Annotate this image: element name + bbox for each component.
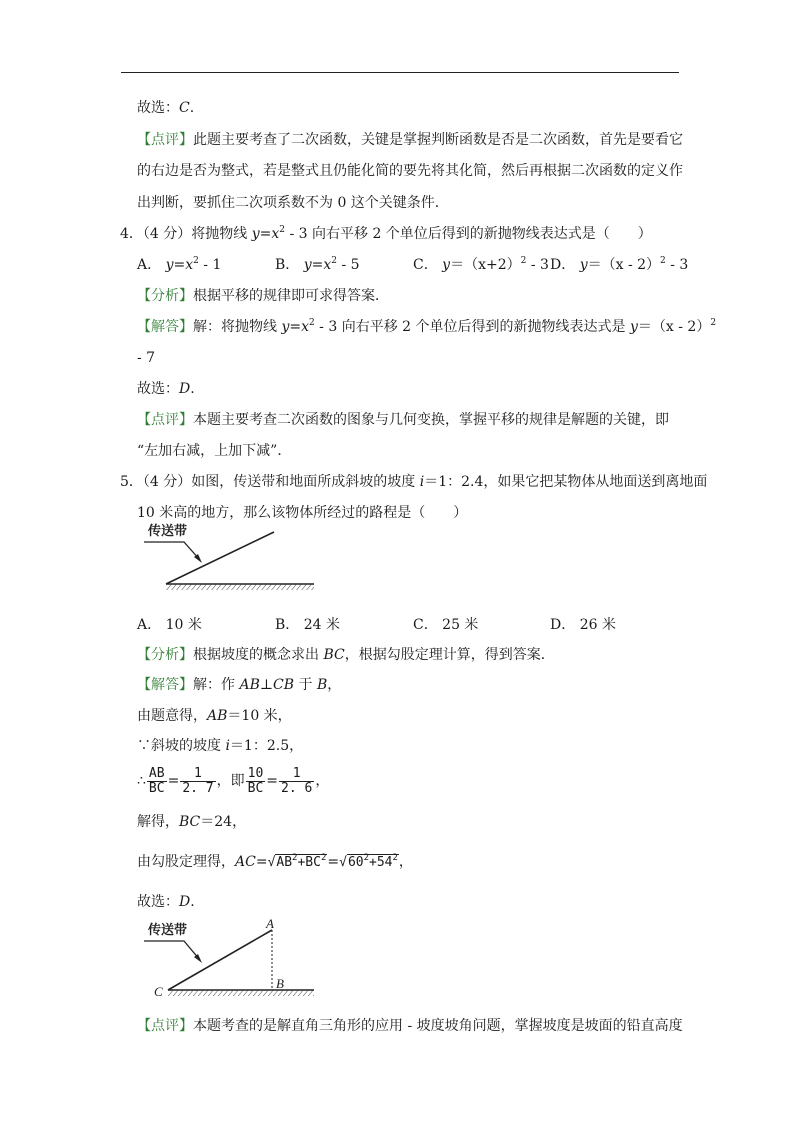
option-text: ＝（x - 2） xyxy=(587,257,661,273)
numerator: AB xyxy=(148,765,165,781)
q5-option-b xyxy=(275,615,340,635)
exponent: 2 xyxy=(710,318,717,328)
radicand xyxy=(347,854,399,870)
exponent: 2 xyxy=(309,318,315,328)
exponent: 2 xyxy=(331,256,338,266)
var-i: i xyxy=(419,474,425,490)
jieda-tag: 【解答】 xyxy=(137,319,193,335)
dianping-text: 此题主要考查了二次函数，关键是掌握判断函数是否是二次函数，首先是要看它 xyxy=(193,132,683,148)
q4-option-d xyxy=(550,255,688,275)
conveyor-belt-ac xyxy=(168,930,272,990)
solution-text: 由勾股定理得， xyxy=(137,854,235,870)
fenxi-text: 根据坡度的概念求出 xyxy=(193,647,324,663)
option-letter: D． xyxy=(550,257,576,273)
fraction-1-2-6 xyxy=(279,767,314,796)
question-number: 5． xyxy=(120,474,143,490)
q4-fenxi xyxy=(137,286,389,306)
denominator: 2. 7 xyxy=(182,780,214,796)
option-letter: C． xyxy=(413,257,438,273)
denominator: BC xyxy=(247,780,264,796)
q4-dianping-l1 xyxy=(137,410,669,430)
equals: = xyxy=(327,854,340,870)
jieda-text: 解：将抛物线 xyxy=(193,319,282,335)
ground-hatch xyxy=(166,584,314,590)
term: 60 xyxy=(347,855,364,870)
q4-dianping-l2: “左加右减，上加下减”． xyxy=(137,443,292,459)
fenxi-text: 根据平移的规律即可求得答案． xyxy=(193,288,389,304)
option-letter: A． xyxy=(137,617,162,633)
solution-text: 由题意得， xyxy=(137,708,207,724)
func: y=x xyxy=(281,319,309,335)
exponent: 2 xyxy=(660,256,666,266)
option-letter: A． xyxy=(137,257,162,273)
exponent: 2 xyxy=(320,853,327,863)
stem-text: 将抛物线 xyxy=(191,226,252,242)
equals: = xyxy=(255,854,268,870)
q5-stem-l2: 10 米高的地方，那么该物体所经过的路程是（ ） xyxy=(137,505,468,521)
sqrt-ab-bc: $√AB^2+BC^2$ xyxy=(267,853,327,870)
numerator: 10 xyxy=(247,765,264,781)
c-prev-dianping-l3: 出判断，要抓住二次项系数不为 0 这个关键条件． xyxy=(137,195,449,211)
conveyor-belt xyxy=(166,532,274,584)
fenxi-tag: 【分析】 xyxy=(137,288,193,304)
option-text: 10 米 xyxy=(165,617,202,633)
q5-answer-line: 故选：D. xyxy=(137,894,195,910)
because-symbol: ∵ xyxy=(137,738,151,754)
q4-answer-line: 故选：D. xyxy=(137,381,195,397)
stem-text: - 3 向右平移 2 个单位后得到的新抛物线表达式是（ ） xyxy=(285,226,652,242)
answer: C xyxy=(179,100,190,116)
option-func: y xyxy=(442,257,451,273)
q4-jieda-cont: - 7 xyxy=(137,350,156,366)
term: +BC xyxy=(297,855,321,870)
dianping-tag: 【点评】 xyxy=(137,412,193,428)
conveyor-figure-1 xyxy=(140,520,320,594)
solution-text: ， xyxy=(398,854,413,870)
fraction-10-bc xyxy=(246,767,266,796)
q5-line4 xyxy=(137,766,329,796)
option-text: 25 米 xyxy=(442,617,479,633)
fenxi-text: ，根据勾股定理计算，得到答案． xyxy=(344,647,555,663)
conveyor-figure-2 xyxy=(140,916,320,1002)
jieda-text: 解：作 xyxy=(193,677,240,693)
option-text: - 5 xyxy=(337,257,360,273)
choice-label: 故选： xyxy=(137,381,179,397)
point-b-label: B xyxy=(276,976,284,991)
pointer-arrow xyxy=(144,542,200,560)
jieda-text: - 3 向右平移 2 个单位后得到的新抛物线表达式是 xyxy=(314,319,630,335)
answer: D xyxy=(179,381,191,397)
header-rule xyxy=(121,72,679,73)
numerator: 1 xyxy=(292,765,301,781)
arrow-head-icon xyxy=(194,954,202,963)
q5-option-d xyxy=(550,615,616,635)
stem-text: ＝1：2.4，如果它把某物体从地面送到离地面 xyxy=(424,474,708,490)
exponent: 2 xyxy=(279,225,286,235)
var-bc: BC xyxy=(179,814,201,830)
solution-text: ＝10 米， xyxy=(227,708,292,724)
exponent: 2 xyxy=(363,853,370,863)
var-i: i xyxy=(225,738,230,754)
stem-text: 如图，传送带和地面所成斜坡的坡度 xyxy=(191,474,420,490)
func: y=x xyxy=(251,226,280,242)
dianping-text: 本题主要考查二次函数的图象与几何变换，掌握平移的规律是解题的关键，即 xyxy=(193,412,669,428)
q4-option-c xyxy=(413,255,549,275)
therefore-symbol: ∴ xyxy=(137,773,146,789)
option-func: y=x xyxy=(303,257,332,273)
q5-line5 xyxy=(137,812,246,832)
var-ab: AB xyxy=(239,677,260,693)
option-letter: D． xyxy=(550,617,576,633)
jieda-tag: 【解答】 xyxy=(137,677,193,693)
answer: D xyxy=(179,894,191,910)
equals: = xyxy=(167,773,180,789)
fraction-1-2-7 xyxy=(180,767,215,796)
option-func: y xyxy=(579,257,588,273)
jieda-text: ＝（x - 2） xyxy=(637,319,711,335)
option-text: ＝（x+2） xyxy=(450,257,521,273)
solution-text: ＝1：2.5， xyxy=(229,738,304,754)
question-score: （4 分） xyxy=(142,226,192,242)
q4-stem xyxy=(120,224,652,244)
choice-label: 故选： xyxy=(137,894,179,910)
exponent: 2 xyxy=(292,853,298,863)
jieda-text: 于 xyxy=(294,677,317,693)
fig2-label: 传送带 xyxy=(148,922,188,937)
sqrt-60-54: $√60^2+54^2$ xyxy=(339,853,398,870)
q5-option-a xyxy=(137,615,202,635)
fenxi-tag: 【分析】 xyxy=(137,647,193,663)
equals: = xyxy=(266,773,279,789)
solution-text: 解得， xyxy=(137,814,179,830)
ground-hatch xyxy=(168,990,314,996)
option-text: - 3 xyxy=(526,257,549,273)
solution-text: ，即 xyxy=(216,773,245,789)
term: +54 xyxy=(369,855,393,870)
q5-fenxi xyxy=(137,645,555,665)
numerator: 1 xyxy=(194,765,202,781)
q5-line2 xyxy=(137,706,292,726)
var-bc: BC xyxy=(323,647,345,663)
solution-text: ， xyxy=(315,773,330,789)
q5-line3 xyxy=(137,736,303,756)
var-ac: AC xyxy=(235,854,256,870)
q4-option-b xyxy=(275,255,360,275)
option-func: y=x xyxy=(165,257,194,273)
fraction-ab-bc xyxy=(147,767,167,796)
dianping-tag: 【点评】 xyxy=(137,132,193,148)
c-prev-dianping-l2: 的右边是否为整式，若是整式且仍能化简的要先将其化简，然后再根据二次函数的定义作 xyxy=(137,163,683,179)
option-text: 26 米 xyxy=(579,617,616,633)
option-letter: B． xyxy=(275,257,300,273)
dianping-text: 本题考查的是解直角三角形的应用 - 坡度坡角问题，掌握坡度是坡面的铅直高度 xyxy=(193,1018,683,1034)
solution-text: ＝24， xyxy=(200,814,247,830)
dianping-tag: 【点评】 xyxy=(137,1018,193,1034)
jieda-text: ， xyxy=(327,677,342,693)
var-ab: AB xyxy=(207,708,228,724)
pointer-arrow xyxy=(144,941,200,960)
radicand xyxy=(275,854,327,870)
q5-line6 xyxy=(137,850,413,875)
fig1-label: 传送带 xyxy=(148,523,188,538)
denominator: 2. 6 xyxy=(281,780,313,796)
question-score: （4 分） xyxy=(142,474,192,490)
option-text: - 1 xyxy=(198,257,222,273)
perp-symbol: ⊥ xyxy=(259,677,274,693)
point-c-label: C xyxy=(154,984,163,999)
choice-label: 故选： xyxy=(137,100,179,116)
denominator: BC xyxy=(148,780,165,796)
c-prev-answer-line: 故选：C. xyxy=(137,100,195,116)
q5-dianping-l1 xyxy=(137,1016,683,1036)
result-func: y xyxy=(629,319,638,335)
q4-option-a xyxy=(137,255,221,275)
option-letter: C． xyxy=(413,617,438,633)
option-text: - 3 xyxy=(665,257,689,273)
q5-option-c xyxy=(413,615,478,635)
q5-stem-l1 xyxy=(120,472,707,492)
point-a-label: A xyxy=(266,916,274,931)
option-text: 24 米 xyxy=(303,617,341,633)
exponent: 2 xyxy=(392,853,398,863)
var-b: B xyxy=(316,677,328,693)
q5-jieda xyxy=(137,675,341,695)
c-prev-dianping-l1 xyxy=(137,130,683,150)
q4-jieda xyxy=(137,317,716,337)
option-letter: B． xyxy=(275,617,300,633)
question-number: 4． xyxy=(120,226,143,242)
solution-text: 斜坡的坡度 xyxy=(151,738,226,754)
var-cb: CB xyxy=(273,677,295,693)
exponent: 2 xyxy=(193,256,199,266)
term: AB xyxy=(276,855,293,870)
exponent: 2 xyxy=(520,256,527,266)
